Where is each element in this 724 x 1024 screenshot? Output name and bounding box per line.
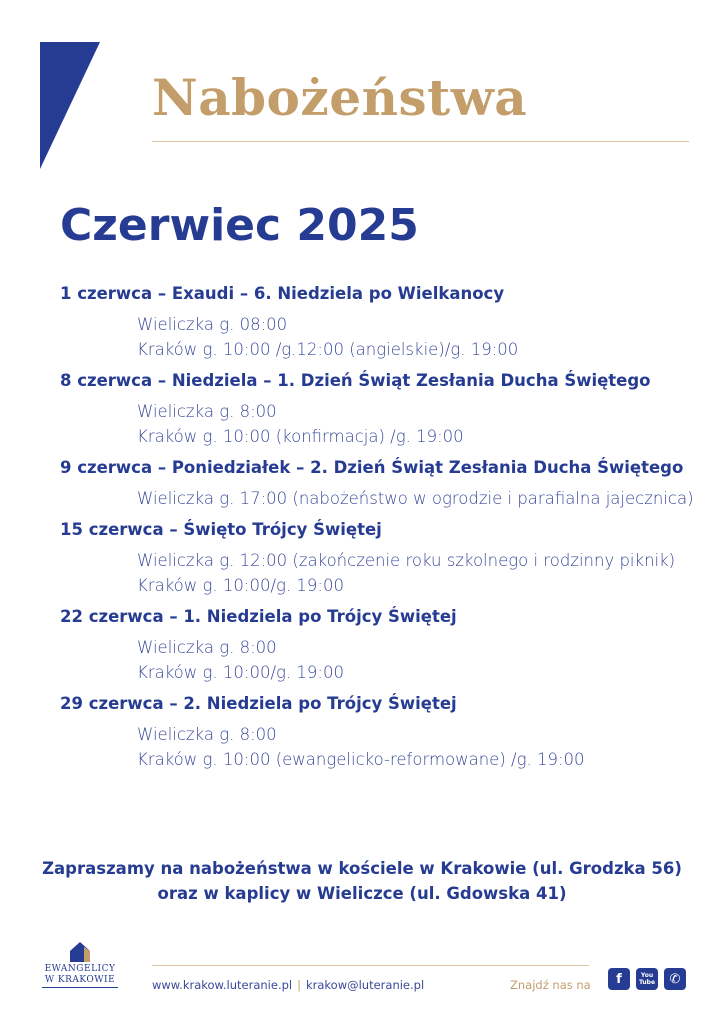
service-time: Wieliczka g. 8:00: [137, 638, 277, 657]
service-heading: 9 czerwca – Poniedziałek – 2. Dzień Świąt Zesłania Ducha Świętego: [60, 458, 684, 477]
service-time: Wieliczka g. 08:00: [137, 315, 288, 334]
footer-contact: [152, 978, 424, 992]
service-entry: [60, 457, 710, 511]
invitation-text: [0, 856, 724, 906]
service-heading: 22 czerwca – 1. Niedziela po Trójcy Świętej: [60, 607, 457, 626]
service-heading: 29 czerwca – 2. Niedziela po Trójcy Świętej: [60, 694, 457, 713]
service-time: Wieliczka g. 8:00: [137, 725, 277, 744]
service-entry: [60, 519, 710, 598]
service-heading: 8 czerwca – Niedziela – 1. Dzień Świąt Zesłania Ducha Świętego: [60, 371, 651, 390]
service-time: Kraków g. 10:00 (ewangelicko-reformowane) /g. 19:00: [137, 750, 585, 769]
whatsapp-icon[interactable]: [664, 968, 686, 990]
footer-separator: |: [297, 978, 301, 992]
parish-logo: [40, 940, 120, 988]
email-link[interactable]: krakow@luteranie.pl: [305, 978, 425, 992]
website-link[interactable]: www.krakow.luteranie.pl: [152, 978, 293, 992]
page-title: Nabożeństwa: [152, 68, 528, 127]
decorative-triangle: [40, 42, 100, 169]
month-heading: Czerwiec 2025: [60, 200, 419, 251]
footer-divider: [152, 965, 589, 966]
facebook-icon[interactable]: [608, 968, 630, 990]
services-list: [60, 283, 710, 780]
service-times: [137, 486, 710, 511]
service-times: [137, 399, 710, 449]
invitation-line: oraz w kaplicy w Wieliczce (ul. Gdowska 41): [157, 884, 567, 903]
title-divider: [152, 141, 689, 142]
service-time: Kraków g. 10:00/g. 19:00: [137, 576, 344, 595]
service-time: Kraków g. 10:00 (konfirmacja) /g. 19:00: [137, 427, 464, 446]
service-times: [137, 635, 710, 685]
service-times: [137, 722, 710, 772]
logo-underline: [42, 987, 118, 988]
find-us-label: Znajdź nas na: [510, 978, 591, 992]
service-entry: [60, 606, 710, 685]
service-time: Kraków g. 10:00 /g.12:00 (angielskie)/g. 19:00: [137, 340, 519, 359]
logo-text: W KRAKOWIE: [44, 975, 116, 985]
service-time: Wieliczka g. 17:00 (nabożeństwo w ogrodzie i parafialna jajecznica): [137, 489, 694, 508]
whatsapp-glyph: ✆: [669, 971, 681, 987]
youtube-glyph: You Tube: [638, 972, 656, 986]
service-entry: [60, 693, 710, 772]
service-time: Wieliczka g. 12:00 (zakończenie roku szkolnego i rodzinny piknik): [137, 551, 676, 570]
service-heading: 15 czerwca – Święto Trójcy Świętej: [60, 520, 382, 539]
youtube-icon[interactable]: [636, 968, 658, 990]
service-entry: [60, 370, 710, 449]
church-house-icon: [68, 940, 92, 964]
service-time: Kraków g. 10:00/g. 19:00: [137, 663, 344, 682]
social-links: [608, 968, 686, 990]
logo-text: EWANGELICY: [44, 964, 116, 974]
service-times: [137, 312, 710, 362]
service-times: [137, 548, 710, 598]
service-heading: 1 czerwca – Exaudi – 6. Niedziela po Wielkanocy: [60, 284, 505, 303]
facebook-glyph: f: [616, 971, 622, 987]
invitation-line: Zapraszamy na nabożeństwa w kościele w Krakowie (ul. Grodzka 56): [42, 859, 682, 878]
service-time: Wieliczka g. 8:00: [137, 402, 277, 421]
service-entry: [60, 283, 710, 362]
